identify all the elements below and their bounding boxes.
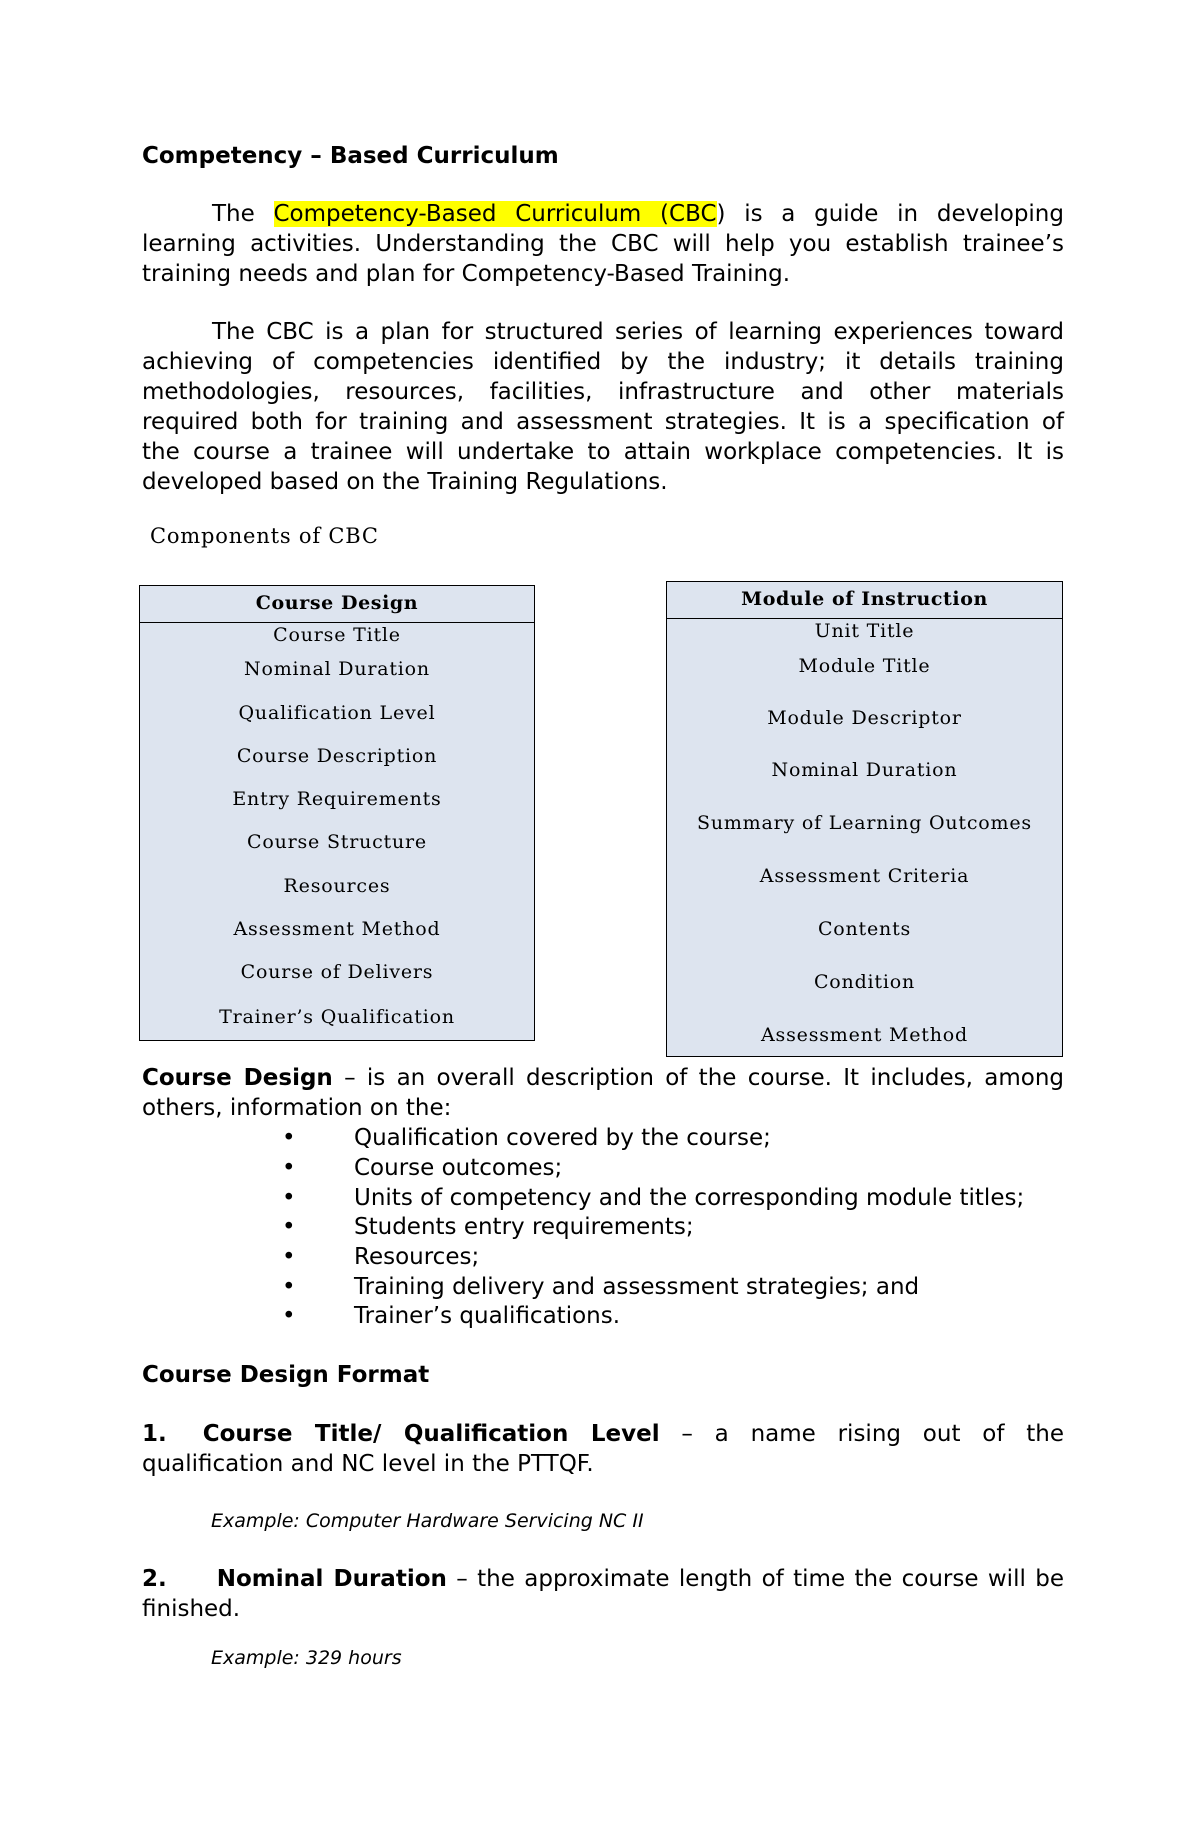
format-item-2-line2: finished. bbox=[142, 1596, 241, 1622]
paragraph-intro bbox=[142, 199, 1064, 289]
course-design-box bbox=[139, 585, 535, 1041]
example-1: Example: Computer Hardware Servicing NC II bbox=[211, 1510, 644, 1532]
format-item-1-line2: qualification and NC level in the PTTQF. bbox=[142, 1451, 594, 1477]
paragraph-intro-line2: learning activities. Understanding the CBC will help you establish trainee’s bbox=[142, 231, 1064, 257]
format-item-2 bbox=[142, 1564, 1064, 1624]
components-title: Components of CBC bbox=[150, 524, 379, 548]
format-item-1-line1: 1. Course Title/ Qualification Level – a name rising out of the bbox=[142, 1421, 1064, 1447]
format-item-1 bbox=[142, 1419, 1064, 1479]
course-design-item: Course Structure bbox=[247, 831, 427, 853]
format-item-2-line1: 2. Nominal Duration – the approximate length of time the course will be bbox=[142, 1566, 1064, 1592]
example-2: Example: 329 hours bbox=[211, 1647, 402, 1669]
highlighted-term: Competency-Based Curriculum (CBC bbox=[273, 201, 717, 227]
module-item: Assessment Method bbox=[761, 1024, 968, 1046]
paragraph-line: required both for training and assessment strategies. It is a specification of bbox=[142, 409, 1064, 435]
document-page: Competency – Based Curriculum The Competency-Based Curriculum (CBC) is a guide in developing learning activities. Understanding the CBC will help you establish trainee’s training needs and plan for Competency-Based Training. The CBC is a plan for structured series of learning experiences toward achieving of competencies identified by the industry; it details training methodologies, resources, facilities, infrastructure and other materials required both for training and assessment strategies. It is a specification of the course a trainee will undertake to attain workplace competencies. It is developed based on the Training Regulations. Components of CBC Course Design Course Title Nominal Duration Qualification Level Course Description Entry Requirements Course Structure Resources Assessment Method Course of Delivers Trainer’s Qualification Module of Instruction Unit Title Module Title Module Descriptor Nominal Duration Summary of Learning Outcomes Assessment Criteria Contents Condition Assessment Method Course Design – is an overall description of the course. It includes, among others, information on the: • Qualification covered by the course; • Course outcomes; • Units of competency and the corresponding module titles; • Students entry requirements; • Resources; • Training delivery and assessment strategies; and • Trainer’s qualifications. Course Design Format 1. Course Title/ Qualification Level – a name rising out of the qualification and NC level in the PTTQF. Example: Computer Hardware Servicing NC II 2. Nominal Duration – the approximate length of time the course will be finished. Example: 329 hours bbox=[0, 0, 1200, 1835]
module-item: Nominal Duration bbox=[771, 759, 958, 781]
course-design-item: Course Title bbox=[273, 624, 401, 646]
course-design-item: Assessment Method bbox=[233, 918, 441, 940]
paragraph-cbc-plan bbox=[142, 317, 1064, 497]
paragraph-line: developed based on the Training Regulations. bbox=[142, 469, 668, 495]
paragraph-line: achieving of competencies identified by the industry; it details training bbox=[142, 349, 1064, 375]
paragraph-intro-line3: training needs and plan for Competency-Based Training. bbox=[142, 261, 791, 287]
definition-line2: others, information on the: bbox=[142, 1095, 452, 1121]
module-item: Summary of Learning Outcomes bbox=[697, 812, 1032, 834]
paragraph-line: methodologies, resources, facilities, infrastructure and other materials bbox=[142, 379, 1064, 405]
module-of-instruction-box bbox=[666, 581, 1063, 1057]
course-design-item: Trainer’s Qualification bbox=[219, 1006, 455, 1028]
course-design-box-title: Course Design bbox=[140, 586, 534, 623]
page-title: Competency – Based Curriculum bbox=[142, 143, 559, 169]
course-design-item: Course Description bbox=[236, 745, 438, 767]
paragraph-intro-line1: The Competency-Based Curriculum (CBC) is a guide in developing bbox=[212, 201, 1064, 227]
module-item: Unit Title bbox=[814, 620, 915, 642]
course-design-item: Entry Requirements bbox=[232, 788, 442, 810]
paragraph-line: the course a trainee will undertake to attain workplace competencies. It is bbox=[142, 439, 1064, 465]
course-design-item: Resources bbox=[283, 875, 391, 897]
module-item: Module Descriptor bbox=[767, 707, 962, 729]
course-design-item: Qualification Level bbox=[238, 702, 436, 724]
course-design-definition bbox=[142, 1063, 1064, 1123]
module-item: Contents bbox=[817, 918, 912, 940]
paragraph-line: The CBC is a plan for structured series of learning experiences toward bbox=[212, 319, 1064, 345]
module-box-title: Module of Instruction bbox=[667, 582, 1062, 619]
course-design-item: Nominal Duration bbox=[244, 658, 430, 680]
module-item: Assessment Criteria bbox=[759, 865, 970, 887]
module-item: Condition bbox=[813, 971, 916, 993]
definition-line1: Course Design – is an overall description of the course. It includes, among bbox=[142, 1065, 1065, 1091]
course-design-item: Course of Delivers bbox=[240, 961, 434, 983]
section-heading-format: Course Design Format bbox=[142, 1362, 430, 1388]
module-item: Module Title bbox=[798, 655, 931, 677]
